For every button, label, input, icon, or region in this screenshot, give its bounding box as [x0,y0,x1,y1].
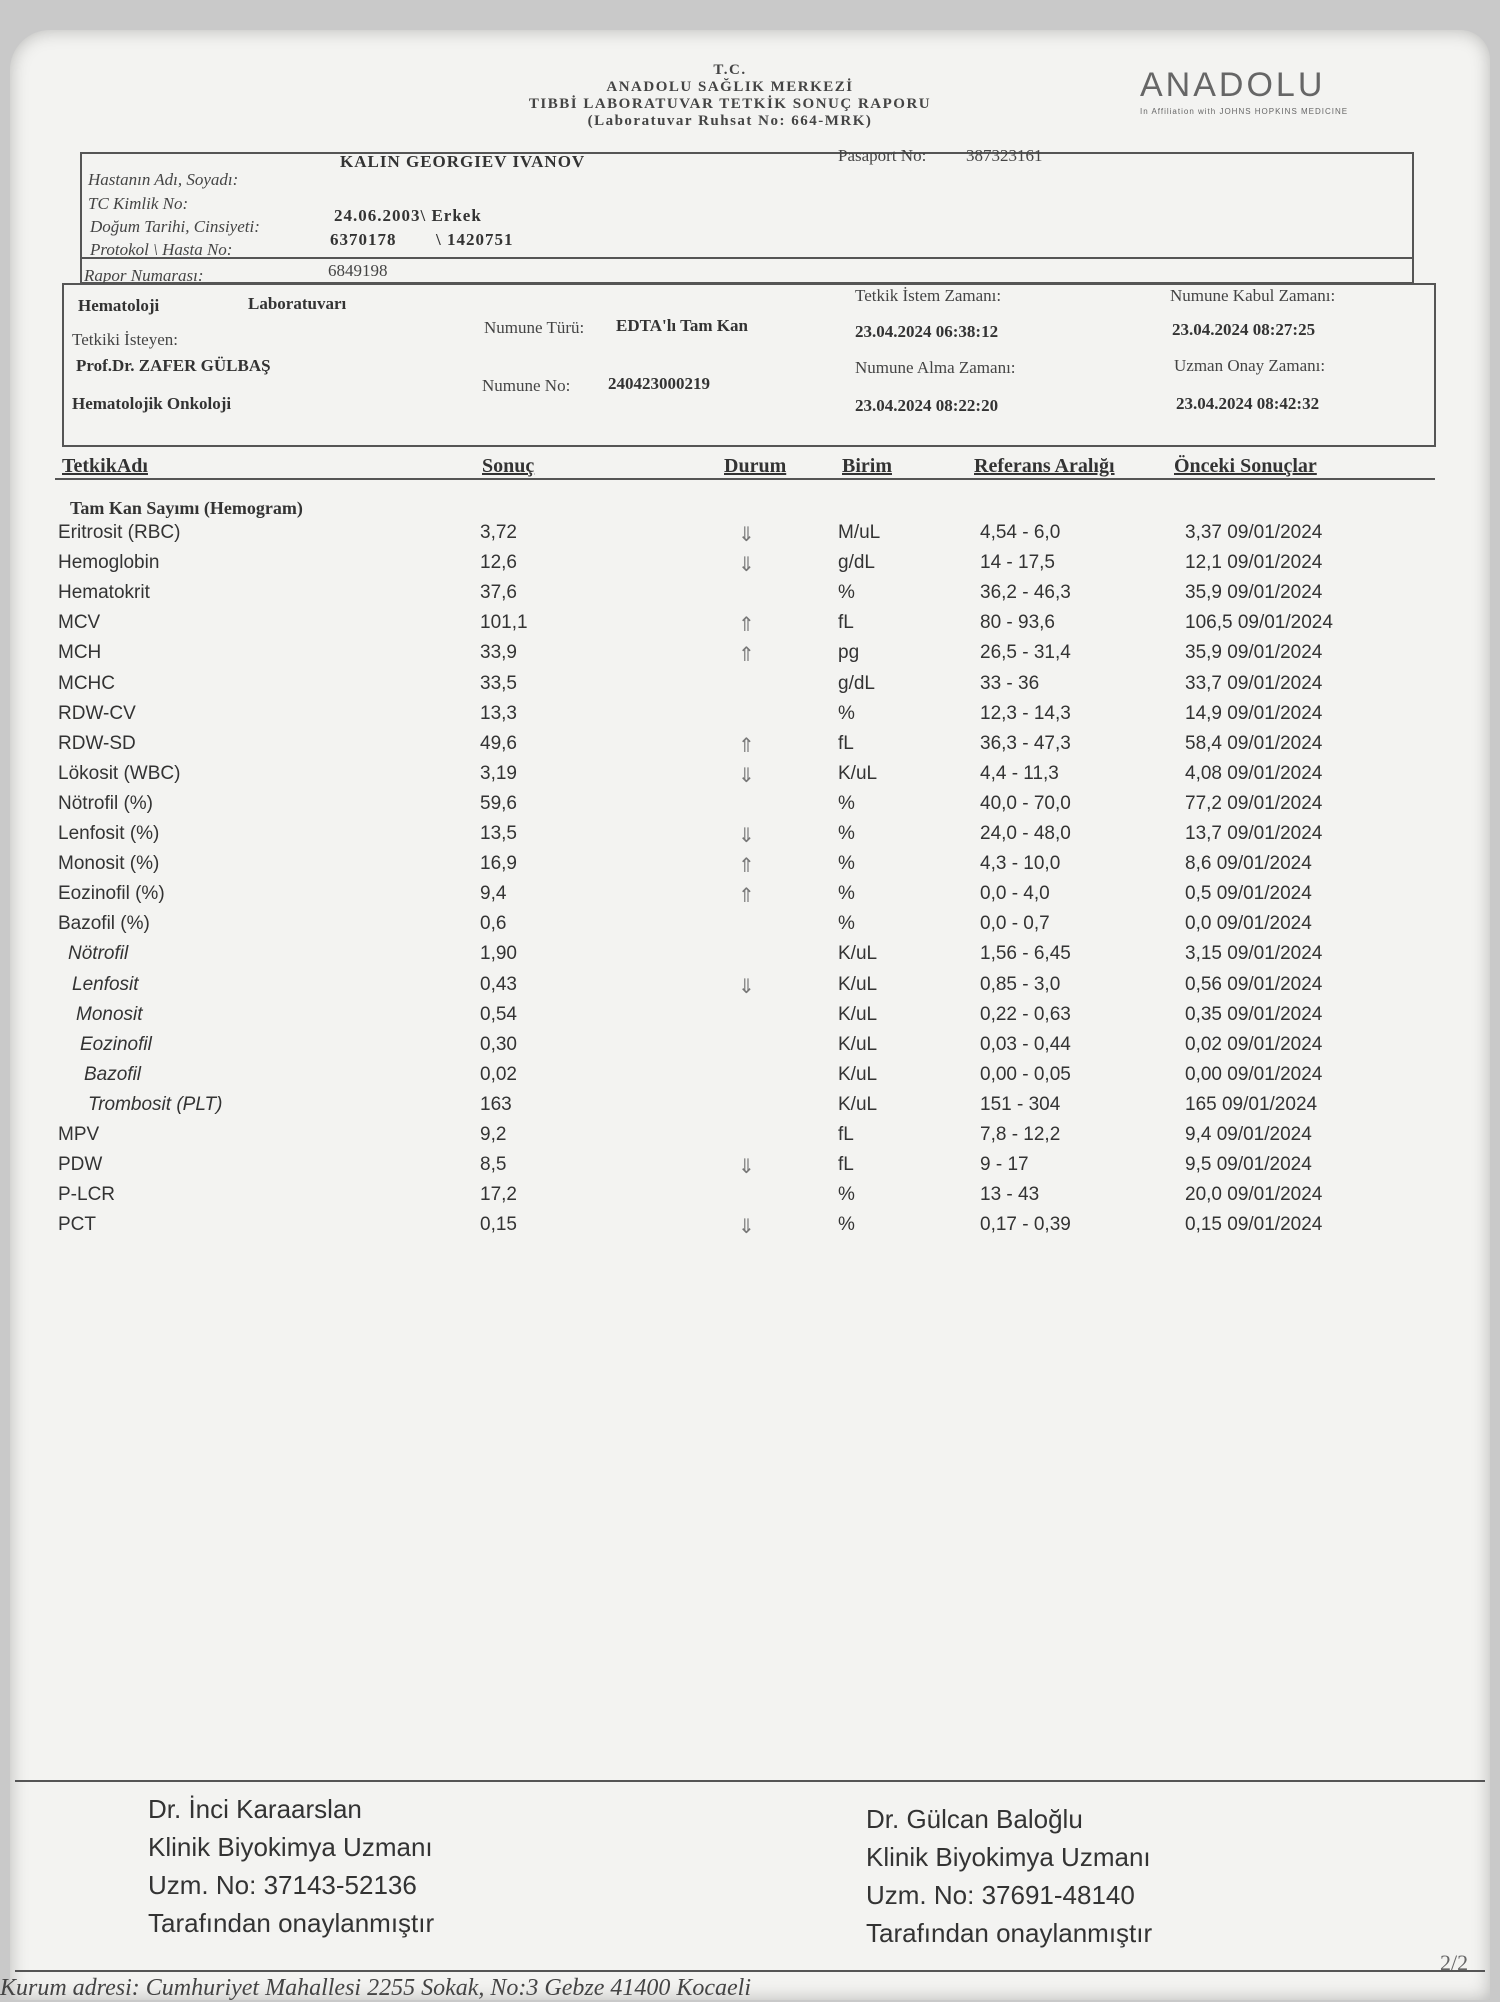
table-row [0,1004,1500,1032]
unit: % [838,823,855,844]
reference-range: 36,2 - 46,3 [980,582,1071,604]
reference-range: 4,3 - 10,0 [980,853,1061,875]
passport-label: Pasaport No: [838,146,927,165]
previous-result: 0,15 09/01/2024 [1185,1214,1323,1236]
test-name: P-LCR [58,1184,116,1206]
reference-range: 0,22 - 0,63 [980,1003,1071,1025]
result-value: 0,30 [480,1033,517,1055]
unit: % [838,702,855,724]
signer-approved: Tarafından onaylanmıştır [866,1918,1153,1948]
footer-divider-bottom [15,1970,1485,1972]
report-number: 6849198 [328,261,388,280]
sample-type: EDTA'lı Tam Kan [616,316,748,335]
result-value: 0,43 [480,973,517,995]
table-row [0,1154,1500,1182]
previous-result: 14,9 09/01/2024 [1185,702,1323,724]
test-name: Lenfosit (%) [58,823,160,844]
requester-name: Prof.Dr. ZAFER GÜLBAŞ [76,356,271,375]
test-name: MCV [58,612,101,634]
test-name: Eozinofil (%) [58,883,165,905]
accept-time-label: Numune Kabul Zamanı: [1170,286,1336,305]
requester-department: Hematolojik Onkoloji [72,394,232,413]
institution-address: Kurum adresi: Cumhuriyet Mahallesi 2255 Sokak, No:3 Gebze 41400 Kocaeli [0,1975,752,2001]
result-value: 17,2 [480,1184,517,1206]
test-name: Bazofil [84,1063,142,1085]
requester-label: Tetkiki İsteyen: [72,330,178,349]
reference-range: 0,17 - 0,39 [980,1214,1071,1236]
previous-result: 8,6 09/01/2024 [1185,853,1312,875]
reference-range: 0,0 - 0,7 [980,913,1050,935]
table-row [0,1214,1500,1242]
status-arrow-icon: ⇓ [738,1156,755,1179]
reference-range: 80 - 93,6 [980,612,1055,634]
tc-label: TC Kimlik No: [88,194,189,213]
unit: K/uL [838,1093,878,1115]
signer-name: Dr. Gülcan Baloğlu [866,1804,1083,1834]
table-row [0,763,1500,791]
unit: % [838,913,855,935]
reference-range: 4,54 - 6,0 [980,522,1061,543]
result-value: 59,6 [480,792,517,814]
reference-range: 1,56 - 6,45 [980,943,1071,965]
unit: % [838,883,855,905]
result-value: 3,72 [480,522,517,543]
request-time: 23.04.2024 06:38:12 [855,322,999,341]
reference-range: 7,8 - 12,2 [980,1124,1061,1145]
report-number-label: Rapor Numarası: [84,266,204,285]
unit: K/uL [838,1033,878,1055]
reference-range: 0,00 - 0,05 [980,1063,1071,1085]
reference-range: 9 - 17 [980,1154,1029,1176]
table-row [0,853,1500,881]
test-name: MCHC [58,672,115,694]
table-row [0,703,1500,731]
result-value: 13,5 [480,823,517,844]
footer-divider [15,1780,1485,1782]
previous-result: 9,4 09/01/2024 [1185,1124,1312,1145]
previous-result: 0,0 09/01/2024 [1185,913,1312,935]
result-value: 0,15 [480,1214,517,1236]
unit: % [838,582,855,604]
signer-title: Klinik Biyokimya Uzmanı [866,1842,1151,1872]
header-line-4: (Laboratuvar Ruhsat No: 664-MRK) [587,113,873,129]
unit: % [838,1214,855,1236]
patient-info-box [80,152,1414,284]
unit: fL [838,1124,854,1145]
signer-name: Dr. İnci Karaarslan [148,1794,362,1824]
table-row [0,1064,1500,1092]
anadolu-logo [1140,66,1380,116]
previous-result: 20,0 09/01/2024 [1185,1184,1323,1206]
previous-result: 4,08 09/01/2024 [1185,762,1323,784]
result-value: 12,6 [480,552,517,574]
status-arrow-icon: ⇑ [738,885,755,908]
status-arrow-icon: ⇑ [738,734,755,757]
table-row [0,974,1500,1002]
test-name: MPV [58,1124,100,1145]
patient-number: \ 1420751 [436,230,514,249]
page-number: 2/2 [1440,1950,1469,1975]
previous-result: 35,9 09/01/2024 [1185,582,1323,604]
table-row [0,913,1500,941]
reference-range: 26,5 - 31,4 [980,642,1071,664]
table-row [0,522,1500,550]
collect-time-label: Numune Alma Zamanı: [855,358,1016,377]
unit: g/dL [838,552,875,574]
result-value: 37,6 [480,582,517,604]
status-arrow-icon: ⇑ [738,855,755,878]
previous-result: 0,00 09/01/2024 [1185,1063,1323,1085]
test-name: Eozinofil [80,1033,152,1055]
signer-reg: Uzm. No: 37691-48140 [866,1880,1135,1910]
status-arrow-icon: ⇑ [738,644,755,667]
header-line-1: T.C. [713,62,747,78]
unit: K/uL [838,1063,878,1085]
previous-result: 13,7 09/01/2024 [1185,823,1323,844]
header-line-3: TIBBİ LABORATUVAR TETKİK SONUÇ RAPORU [528,96,932,112]
status-arrow-icon: ⇓ [738,554,755,577]
table-row [0,1034,1500,1062]
test-name: Monosit (%) [58,853,160,875]
status-arrow-icon: ⇓ [738,524,755,546]
sample-no-label: Numune No: [482,376,571,395]
test-name: PCT [58,1214,96,1236]
status-arrow-icon: ⇓ [738,975,755,998]
protocol-label: Protokol \ Hasta No: [90,240,233,259]
patient-name-label: Hastanın Adı, Soyadı: [88,170,239,189]
col-result: Sonuç [482,455,535,477]
col-previous: Önceki Sonuçlar [1174,455,1317,477]
previous-result: 35,9 09/01/2024 [1185,642,1323,664]
unit: M/uL [838,522,881,543]
header-line-2: ANADOLU SAĞLIK MERKEZİ [606,79,854,95]
table-row [0,642,1500,670]
protocol-number: 6370178 [330,230,397,249]
table-row [0,1124,1500,1152]
previous-result: 3,15 09/01/2024 [1185,943,1323,965]
unit: g/dL [838,672,875,694]
approve-time: 23.04.2024 08:42:32 [1176,394,1320,413]
previous-result: 0,56 09/01/2024 [1185,973,1323,995]
result-value: 16,9 [480,853,517,875]
table-row [0,733,1500,761]
test-name: Bazofil (%) [58,913,150,935]
unit: K/uL [838,973,878,995]
signer-reg: Uzm. No: 37143-52136 [148,1870,417,1900]
header-divider [55,478,1435,480]
signature-right [866,1800,1152,1952]
status-arrow-icon: ⇓ [738,825,755,847]
unit: % [838,853,855,875]
reference-range: 151 - 304 [980,1093,1061,1115]
logo-subtitle: In Affiliation with JOHNS HOPKINS MEDICINE [1140,107,1349,116]
table-row [0,673,1500,701]
unit: K/uL [838,1003,878,1025]
result-value: 0,02 [480,1063,517,1085]
test-name: MCH [58,642,102,664]
result-value: 0,6 [480,913,507,935]
result-value: 3,19 [480,762,517,784]
table-row [0,552,1500,580]
result-value: 8,5 [480,1154,507,1176]
unit: % [838,1184,855,1206]
result-value: 33,5 [480,672,517,694]
previous-result: 33,7 09/01/2024 [1185,672,1323,694]
result-value: 163 [480,1093,512,1115]
signature-left [148,1790,434,1942]
divider [82,257,1412,259]
test-name: Lökosit (WBC) [58,762,181,784]
unit: fL [838,732,854,754]
logo-name: ANADOLU [1140,66,1326,104]
test-name: PDW [58,1154,103,1176]
previous-result: 77,2 09/01/2024 [1185,792,1323,814]
result-value: 101,1 [480,612,528,634]
request-time-label: Tetkik İstem Zamanı: [855,286,1002,305]
result-value: 13,3 [480,702,517,724]
status-arrow-icon: ⇓ [738,1216,755,1239]
test-name: RDW-CV [58,702,136,724]
reference-range: 0,03 - 0,44 [980,1033,1071,1055]
report-header [470,62,990,130]
result-value: 9,4 [480,883,507,905]
previous-result: 0,02 09/01/2024 [1185,1033,1323,1055]
previous-result: 165 09/01/2024 [1185,1093,1318,1115]
department: Hematoloji [78,296,160,315]
test-name: Nötrofil [68,943,129,965]
result-value: 33,9 [480,642,517,664]
table-row [0,1094,1500,1122]
reference-range: 36,3 - 47,3 [980,732,1071,754]
reference-range: 12,3 - 14,3 [980,702,1071,724]
result-value: 49,6 [480,732,517,754]
status-arrow-icon: ⇑ [738,614,755,637]
col-reference: Referans Aralığı [974,455,1115,477]
patient-name: KALIN GEORGIEV IVANOV [340,152,586,171]
col-test-name: TetkikAdı [62,455,148,477]
laboratory: Laboratuvarı [248,294,347,313]
result-value: 0,54 [480,1003,517,1025]
previous-result: 58,4 09/01/2024 [1185,732,1323,754]
group-title: Tam Kan Sayımı (Hemogram) [70,498,303,518]
table-row [0,582,1500,610]
unit: fL [838,1154,854,1176]
test-name: Monosit [76,1003,143,1025]
reference-range: 0,0 - 4,0 [980,883,1050,905]
signer-approved: Tarafından onaylanmıştır [148,1908,435,1938]
test-name: Nötrofil (%) [58,792,154,814]
dob-value: 24.06.2003\ Erkek [334,206,482,225]
result-value: 1,90 [480,943,517,965]
unit: pg [838,642,860,664]
unit: K/uL [838,762,878,784]
test-name: Trombosit (PLT) [88,1093,223,1115]
reference-range: 13 - 43 [980,1184,1040,1206]
col-unit: Birim [842,455,892,477]
col-status: Durum [724,455,787,477]
reference-range: 24,0 - 48,0 [980,823,1071,844]
test-name: Hemoglobin [58,552,160,574]
table-row [0,943,1500,971]
reference-range: 33 - 36 [980,672,1040,694]
sample-number: 240423000219 [608,374,710,393]
table-row [0,1184,1500,1212]
previous-result: 9,5 09/01/2024 [1185,1154,1312,1176]
collect-time: 23.04.2024 08:22:20 [855,396,999,415]
previous-result: 106,5 09/01/2024 [1185,612,1333,634]
result-value: 9,2 [480,1124,507,1145]
reference-range: 4,4 - 11,3 [980,762,1059,784]
table-row [0,883,1500,911]
passport-number: 387323161 [966,146,1043,165]
unit: K/uL [838,943,878,965]
dob-label: Doğum Tarihi, Cinsiyeti: [90,217,260,236]
test-name: Hematokrit [58,582,150,604]
previous-result: 0,5 09/01/2024 [1185,883,1312,905]
reference-range: 14 - 17,5 [980,552,1055,574]
previous-result: 12,1 09/01/2024 [1185,552,1323,574]
accept-time: 23.04.2024 08:27:25 [1172,320,1316,339]
signer-title: Klinik Biyokimya Uzmanı [148,1832,433,1862]
test-name: Eritrosit (RBC) [58,522,181,543]
reference-range: 40,0 - 70,0 [980,792,1071,814]
table-row [0,612,1500,640]
test-name: RDW-SD [58,732,136,754]
reference-range: 0,85 - 3,0 [980,973,1061,995]
test-name: Lenfosit [72,973,139,995]
sample-type-label: Numune Türü: [484,318,585,337]
unit: fL [838,612,854,634]
previous-result: 0,35 09/01/2024 [1185,1003,1323,1025]
approve-time-label: Uzman Onay Zamanı: [1174,356,1326,375]
status-arrow-icon: ⇓ [738,764,755,787]
previous-result: 3,37 09/01/2024 [1185,522,1323,543]
table-row [0,793,1500,821]
table-row [0,823,1500,851]
unit: % [838,792,855,814]
